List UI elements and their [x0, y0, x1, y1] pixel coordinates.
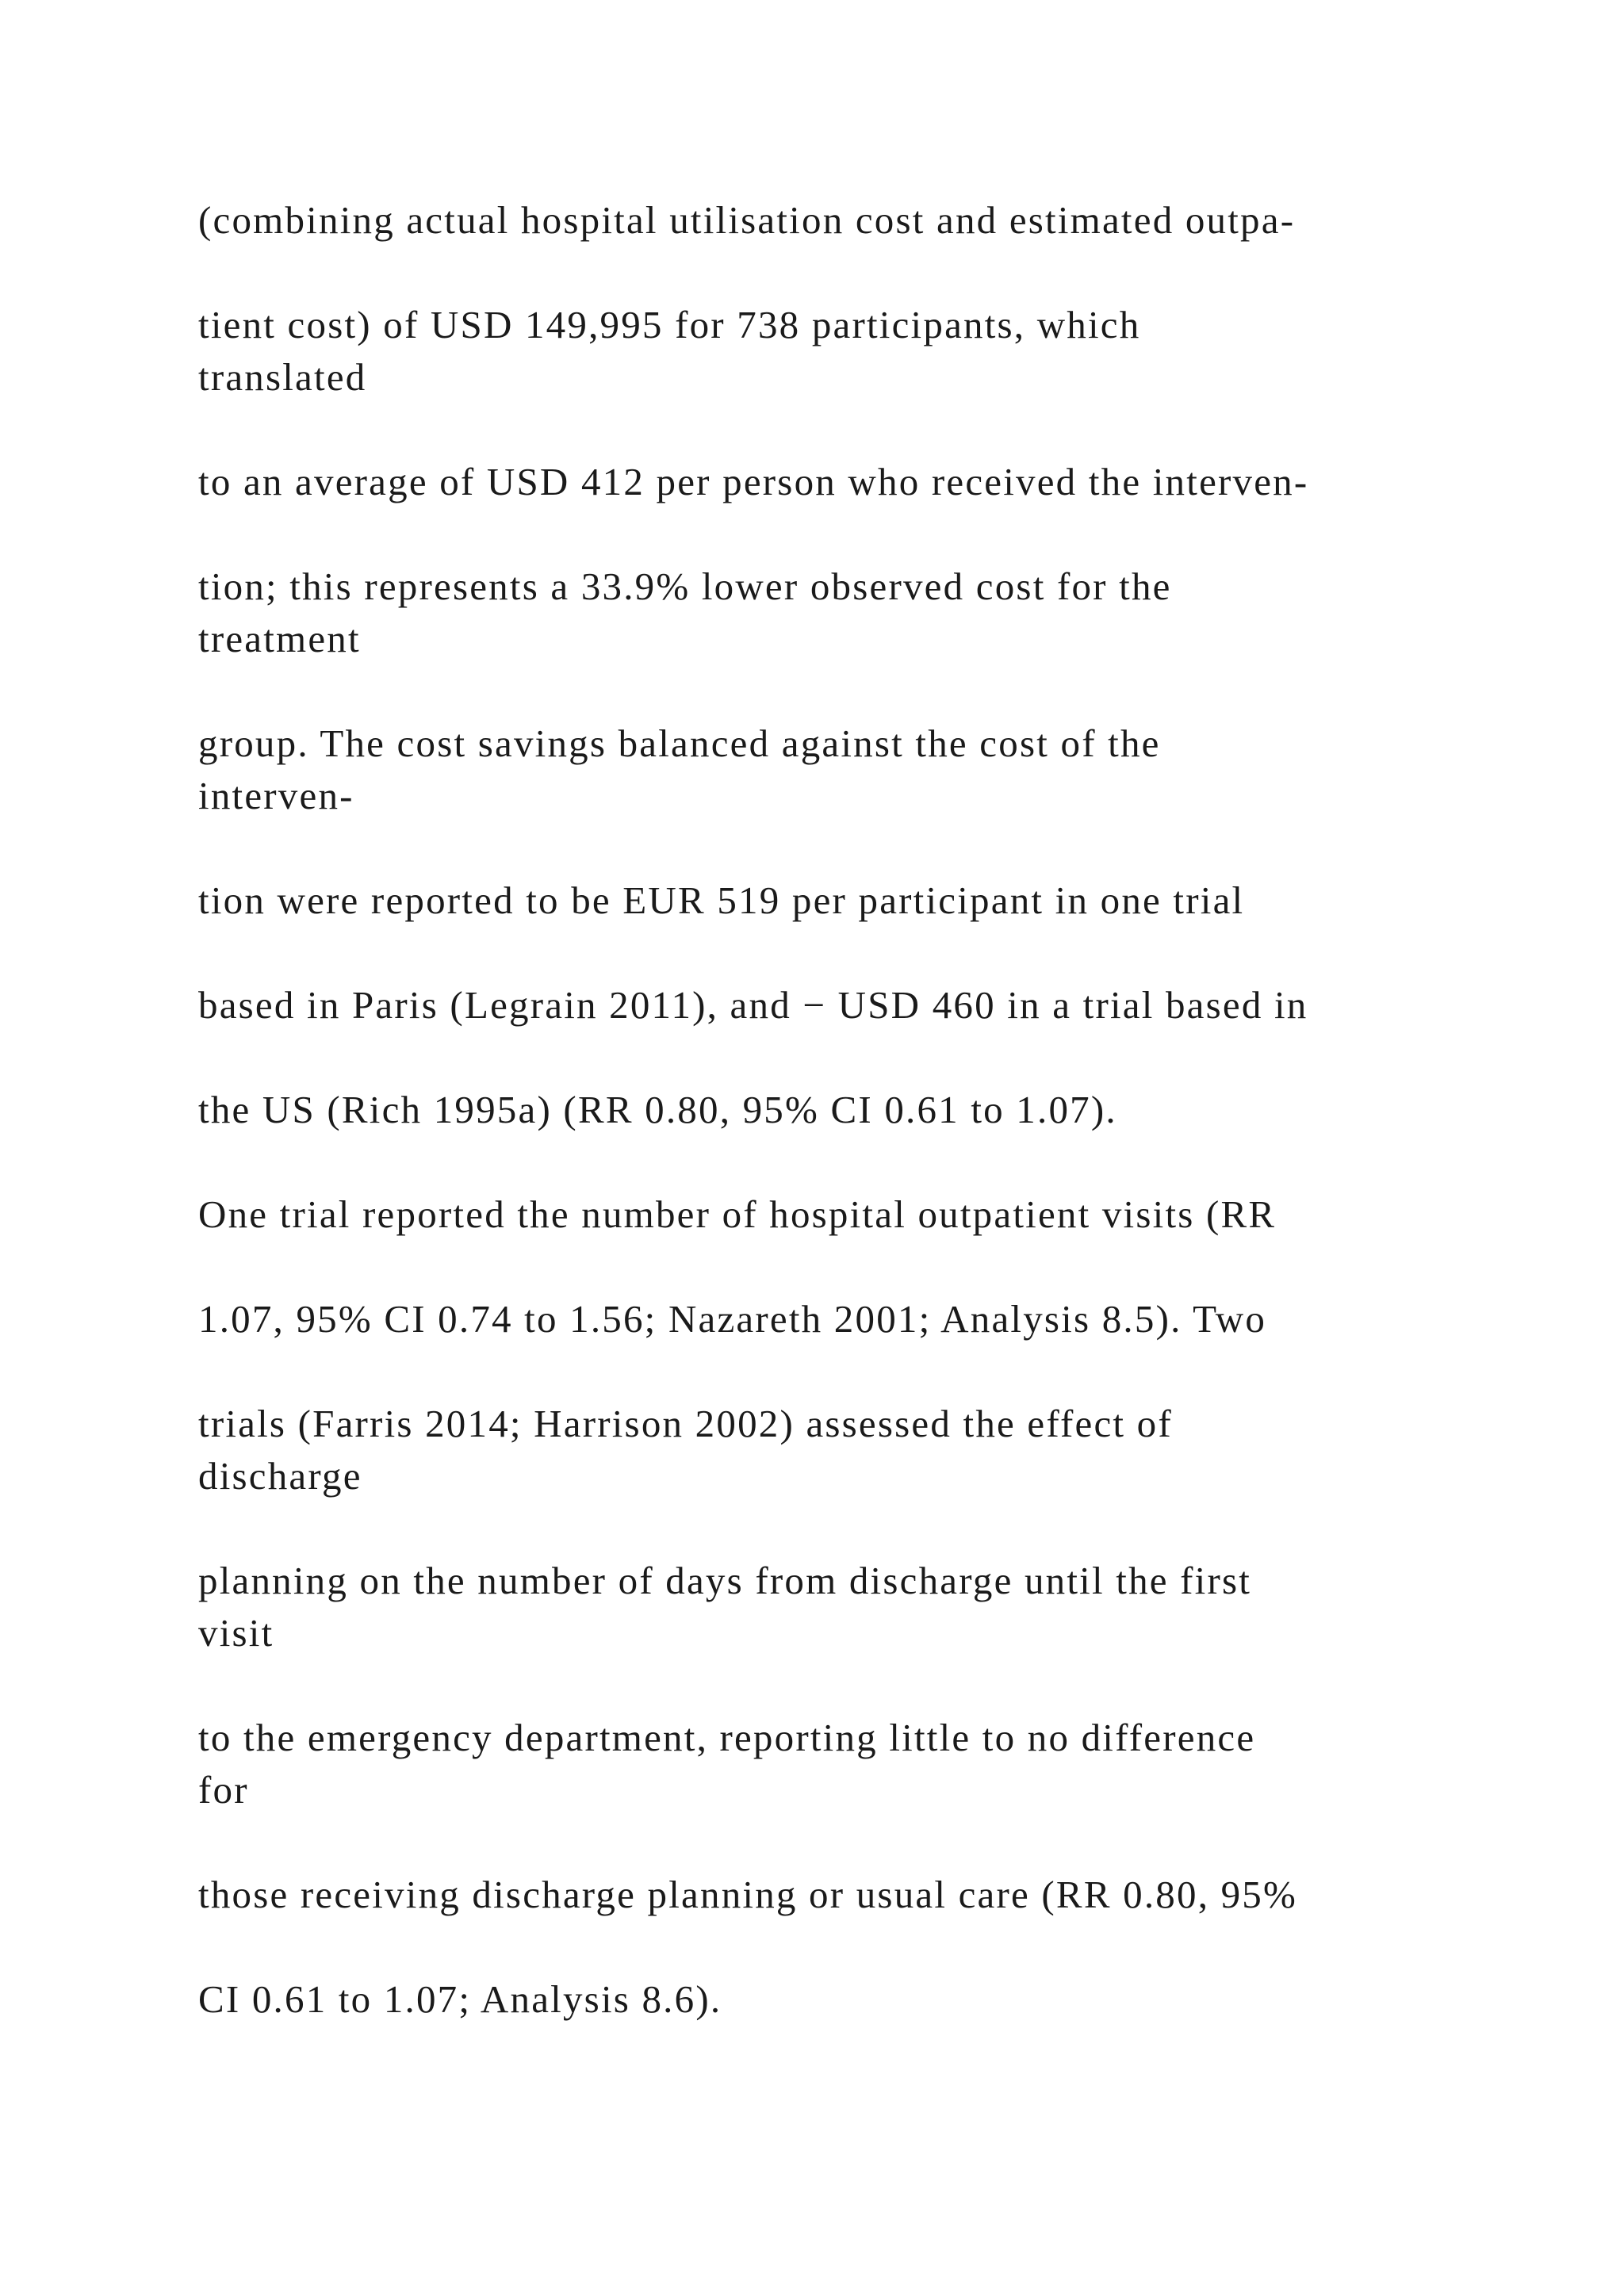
- text-line: tion were reported to be EUR 519 per participant in one trial: [198, 878, 1245, 922]
- text-line: the US (Rich 1995a) (RR 0.80, 95% CI 0.61 to 1.07).: [198, 1088, 1117, 1131]
- text-line: tient cost) of USD 149,995 for 738 participants, which translated: [198, 303, 1141, 399]
- text-line: tion; this represents a 33.9% lower observed cost for the treatment: [198, 564, 1172, 660]
- text-line: CI 0.61 to 1.07; Analysis 8.6).: [198, 1977, 722, 2021]
- text-line: to the emergency department, reporting little to no difference for: [198, 1716, 1256, 1812]
- text-line: based in Paris (Legrain 2011), and − USD 460 in a trial based in: [198, 983, 1308, 1027]
- body-text: [198, 194, 1499, 2078]
- text-line: planning on the number of days from discharge until the first visit: [198, 1559, 1252, 1655]
- text-line: those receiving discharge planning or usual care (RR 0.80, 95%: [198, 1873, 1298, 1916]
- text-line: (combining actual hospital utilisation cost and estimated outpa-: [198, 198, 1296, 242]
- text-line: 1.07, 95% CI 0.74 to 1.56; Nazareth 2001; Analysis 8.5). Two: [198, 1297, 1267, 1341]
- text-line: trials (Farris 2014; Harrison 2002) assessed the effect of discharge: [198, 1402, 1173, 1498]
- text-line: group. The cost savings balanced against the cost of the interven-: [198, 721, 1161, 817]
- text-line: to an average of USD 412 per person who received the interven-: [198, 460, 1309, 503]
- text-line: One trial reported the number of hospital outpatient visits (RR: [198, 1192, 1277, 1236]
